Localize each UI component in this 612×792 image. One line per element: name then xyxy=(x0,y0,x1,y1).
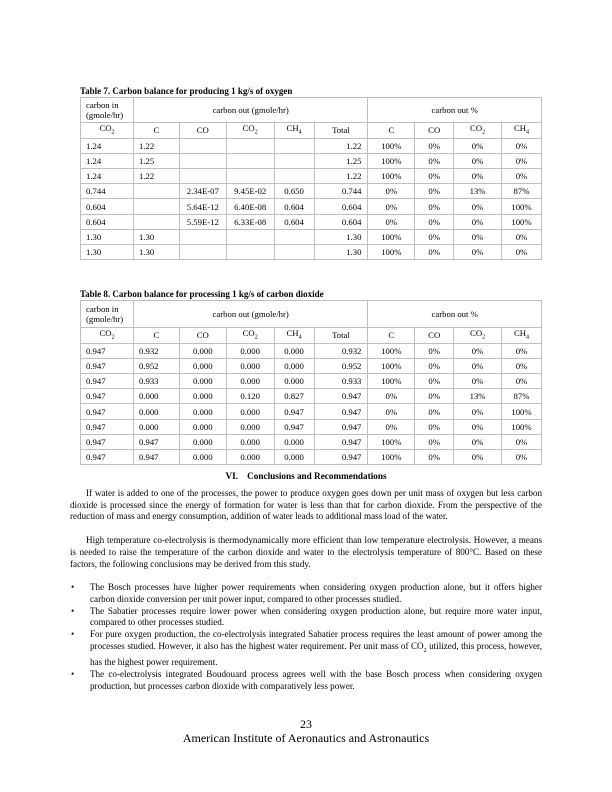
table-cell: 1.24 xyxy=(81,169,134,184)
column-header: $CH_4$ xyxy=(274,123,314,139)
table-cell: 0.827 xyxy=(274,389,314,404)
table-cell xyxy=(226,169,274,184)
table-cell: 0.947 xyxy=(314,389,368,404)
table-cell: 0.000 xyxy=(226,358,274,373)
table-cell: 0% xyxy=(454,229,502,244)
paragraph-water-addition: If water is added to one of the processes, the power to produce oxygen goes down per unit mass of oxygen but less carbon dioxide is processed since the energy of formation for water is less than that for carbon dioxide. From the perspective of the reduction of mass and energy consumption, addition of water leads to additional mass load of the water. xyxy=(70,488,542,522)
table-cell: 0.947 xyxy=(81,419,134,434)
table-cell: 0% xyxy=(415,138,454,153)
header-carbon-out: carbon out (gmole/hr) xyxy=(133,301,367,328)
table-cell: 5.59E-12 xyxy=(179,214,226,229)
table-cell: 1.22 xyxy=(133,169,179,184)
table-cell xyxy=(179,245,226,260)
table-cell: 100% xyxy=(368,434,415,449)
header-carbon-in: carbon in (gmole/hr) xyxy=(81,301,134,328)
table-cell: 0.947 xyxy=(81,404,134,419)
table-cell: 0% xyxy=(415,153,454,168)
table-cell: 0.947 xyxy=(314,419,368,434)
table-cell: 0% xyxy=(502,343,542,358)
table-7-caption: Table 7. Carbon balance for producing 1 kg/s of oxygen xyxy=(80,86,293,96)
table-cell: 0% xyxy=(454,374,502,389)
table-cell: 0% xyxy=(368,404,415,419)
column-header: CO xyxy=(415,328,454,344)
table-cell: 1.30 xyxy=(81,245,134,260)
table-cell: 0.947 xyxy=(314,450,368,465)
section-heading: VI. Conclusions and Recommendations xyxy=(225,471,387,481)
table-cell: 0% xyxy=(454,245,502,260)
table-cell: 100% xyxy=(502,419,542,434)
table-cell: 100% xyxy=(368,343,415,358)
bullet-icon: • xyxy=(71,582,75,593)
table-cell xyxy=(274,229,314,244)
table-row xyxy=(81,229,542,244)
table-cell: 0.000 xyxy=(226,374,274,389)
table-cell: 0% xyxy=(368,389,415,404)
table-cell: 0% xyxy=(454,153,502,168)
table-cell: 13% xyxy=(454,184,502,199)
table-cell: 0% xyxy=(502,245,542,260)
column-header: CO xyxy=(415,123,454,139)
column-header: $CH_4$ xyxy=(502,328,542,344)
table-cell xyxy=(274,138,314,153)
table-8-caption: Table 8. Carbon balance for processing 1 kg/s of carbon dioxide xyxy=(80,289,324,299)
table-cell: 0.933 xyxy=(314,374,368,389)
table-cell: 0.947 xyxy=(81,389,134,404)
header-carbon-out-percent: carbon out % xyxy=(368,301,542,328)
table-cell: 1.30 xyxy=(81,229,134,244)
table-cell: 0% xyxy=(454,343,502,358)
list-item: • The Bosch processes have higher power requirements when considering oxygen production alone, but it offers higher carbon dioxide conversion per unit power input, compared to other processes studied. xyxy=(71,582,542,604)
table-row xyxy=(81,214,542,229)
paragraph-co-electrolysis: High temperature co-electrolysis is thermodynamically more efficient than low temperature electrolysis. However, a means is needed to raise the temperature of the carbon dioxide and water to the electrolysis temperature of 800°C. Based on these factors, the following conclusions may be derived from this study. xyxy=(70,535,542,569)
table-cell: 0.000 xyxy=(226,419,274,434)
table-cell: 100% xyxy=(502,199,542,214)
table-cell xyxy=(179,229,226,244)
table-row xyxy=(81,184,542,199)
table-row xyxy=(81,450,542,465)
section-body xyxy=(70,488,542,692)
table-cell: 0.932 xyxy=(133,343,179,358)
table-cell: 87% xyxy=(502,389,542,404)
table-cell: 0.000 xyxy=(179,404,226,419)
column-header: $CO_2$ xyxy=(81,123,134,139)
table-cell: 100% xyxy=(368,450,415,465)
table-cell xyxy=(179,138,226,153)
table-cell: 1.25 xyxy=(133,153,179,168)
table-row xyxy=(81,245,542,260)
table-cell: 0% xyxy=(415,214,454,229)
header-carbon-out-percent: carbon out % xyxy=(368,98,542,123)
table-row xyxy=(81,389,542,404)
table-8 xyxy=(80,300,542,465)
table-row xyxy=(81,419,542,434)
table-cell xyxy=(226,138,274,153)
table-cell: 0% xyxy=(502,153,542,168)
table-cell: 0% xyxy=(415,169,454,184)
bullet-icon: • xyxy=(71,668,75,679)
table-row xyxy=(81,358,542,373)
table-cell: 100% xyxy=(368,374,415,389)
table-cell: 6.40E-08 xyxy=(226,199,274,214)
table-cell: 0.947 xyxy=(314,434,368,449)
table-cell: 0.000 xyxy=(274,358,314,373)
table-cell: 0.952 xyxy=(314,358,368,373)
table-cell: 6.33E-08 xyxy=(226,214,274,229)
table-cell xyxy=(133,199,179,214)
table-cell: 0.947 xyxy=(81,358,134,373)
table-cell: 0% xyxy=(415,404,454,419)
table-cell: 0% xyxy=(368,419,415,434)
table-cell: 0.000 xyxy=(179,343,226,358)
table-row xyxy=(81,169,542,184)
table-cell xyxy=(274,153,314,168)
table-cell: 0.604 xyxy=(314,199,368,214)
table-cell: 1.22 xyxy=(314,138,368,153)
table-cell xyxy=(226,245,274,260)
table-cell: 0.947 xyxy=(274,404,314,419)
table-cell: 0% xyxy=(415,184,454,199)
header-carbon-out: carbon out (gmole/hr) xyxy=(133,98,367,123)
list-item: • The Sabatier processes require lower power when considering oxygen production alone, but require more water input, compared to other processes studied. xyxy=(71,605,542,628)
table-cell: 0.947 xyxy=(133,434,179,449)
table-cell: 0.000 xyxy=(179,389,226,404)
table-cell: 1.25 xyxy=(314,153,368,168)
table-cell: 0.947 xyxy=(81,374,134,389)
list-item: • The co-electrolysis integrated Boudouard process agrees well with the base Bosch process when considering oxygen production, but processes carbon dioxide with comparatively less power. xyxy=(71,668,542,691)
table-cell: 1.30 xyxy=(314,229,368,244)
table-cell: 9.45E-02 xyxy=(226,184,274,199)
table-cell: 0.604 xyxy=(81,214,134,229)
table-row xyxy=(81,434,542,449)
table-cell: 0% xyxy=(454,434,502,449)
table-cell: 0% xyxy=(454,450,502,465)
table-cell: 100% xyxy=(502,404,542,419)
table-cell: 0% xyxy=(502,229,542,244)
header-carbon-in: carbon in (gmole/hr) xyxy=(81,98,134,123)
table-cell: 0% xyxy=(415,343,454,358)
column-header: C xyxy=(133,328,179,344)
table-cell: 1.22 xyxy=(314,169,368,184)
table-cell: 0.000 xyxy=(226,450,274,465)
table-cell: 0.000 xyxy=(226,343,274,358)
table-cell: 0% xyxy=(454,358,502,373)
table-cell: 0.604 xyxy=(274,214,314,229)
table-cell: 0.604 xyxy=(314,214,368,229)
table-cell: 0.604 xyxy=(274,199,314,214)
column-header: C xyxy=(368,328,415,344)
table-cell: 0.952 xyxy=(133,358,179,373)
table-cell: 0% xyxy=(454,199,502,214)
table-cell xyxy=(133,214,179,229)
table-cell: 0.000 xyxy=(226,434,274,449)
table-cell: 0.947 xyxy=(81,343,134,358)
table-cell: 0% xyxy=(454,404,502,419)
column-header: $CO_2$ xyxy=(81,328,134,344)
table-cell: 0.000 xyxy=(133,389,179,404)
table-cell: 0% xyxy=(415,199,454,214)
table-cell: 0% xyxy=(502,169,542,184)
table-cell: 0% xyxy=(502,450,542,465)
table-cell: 0% xyxy=(502,374,542,389)
table-row xyxy=(81,404,542,419)
table-cell: 0% xyxy=(502,138,542,153)
column-header: $CO_2$ xyxy=(454,123,502,139)
table-cell: 0.000 xyxy=(274,434,314,449)
table-cell: 0.000 xyxy=(179,419,226,434)
column-header: CO xyxy=(179,328,226,344)
table-row xyxy=(81,199,542,214)
table-7 xyxy=(80,97,542,260)
table-cell xyxy=(179,169,226,184)
table-cell: 0% xyxy=(454,169,502,184)
table-cell: 1.30 xyxy=(133,229,179,244)
table-cell: 100% xyxy=(368,358,415,373)
table-cell: 0.947 xyxy=(274,419,314,434)
table-cell: 0.000 xyxy=(226,404,274,419)
table-cell: 0.604 xyxy=(81,199,134,214)
table-row xyxy=(81,153,542,168)
table-cell: 0% xyxy=(415,419,454,434)
table-cell: 0.932 xyxy=(314,343,368,358)
table-cell: 0% xyxy=(502,434,542,449)
table-cell: 0% xyxy=(415,358,454,373)
table-cell: 1.24 xyxy=(81,138,134,153)
bullet-icon: • xyxy=(71,629,75,640)
table-cell: 0% xyxy=(415,434,454,449)
table-cell: 0% xyxy=(454,419,502,434)
table-cell: 100% xyxy=(368,229,415,244)
table-cell: 0.000 xyxy=(179,450,226,465)
table-cell: 0% xyxy=(454,138,502,153)
column-header: $CO_2$ xyxy=(226,328,274,344)
table-cell: 0% xyxy=(368,199,415,214)
table-cell: 0.000 xyxy=(274,374,314,389)
table-cell: 1.22 xyxy=(133,138,179,153)
table-cell: 0% xyxy=(415,374,454,389)
table-cell: 0.000 xyxy=(179,434,226,449)
column-header: $CO_2$ xyxy=(454,328,502,344)
table-cell: 2.34E-07 xyxy=(179,184,226,199)
conclusions-list xyxy=(70,582,542,692)
column-header: $CH_4$ xyxy=(274,328,314,344)
table-cell: 0.947 xyxy=(81,434,134,449)
table-cell: 0.744 xyxy=(81,184,134,199)
table-cell: 0.947 xyxy=(314,404,368,419)
table-cell: 1.30 xyxy=(314,245,368,260)
table-cell xyxy=(274,169,314,184)
table-cell: 1.30 xyxy=(133,245,179,260)
table-cell: 5.64E-12 xyxy=(179,199,226,214)
bullet-icon: • xyxy=(71,605,75,616)
table-cell: 0% xyxy=(415,245,454,260)
table-cell: 100% xyxy=(368,138,415,153)
column-header: Total xyxy=(314,123,368,139)
table-cell: 0.000 xyxy=(274,450,314,465)
table-cell: 0% xyxy=(368,214,415,229)
column-header: C xyxy=(368,123,415,139)
table-row xyxy=(81,374,542,389)
table-cell: 0% xyxy=(502,358,542,373)
footer-organization: American Institute of Aeronautics and Astronautics xyxy=(182,731,430,745)
table-cell: 0.933 xyxy=(133,374,179,389)
list-item: • For pure oxygen production, the co-electrolysis integrated Sabatier process requires the least amount of power among the processes studied. However, it also has the highest water requirement. Per unit mass of $CO_2$ utilized, this process, however, has the highest power requirement. xyxy=(71,629,542,668)
table-cell xyxy=(133,184,179,199)
table-cell: 0.000 xyxy=(133,419,179,434)
table-cell: 0.000 xyxy=(133,404,179,419)
table-cell: 0.650 xyxy=(274,184,314,199)
table-cell: 100% xyxy=(368,169,415,184)
column-header: CO xyxy=(179,123,226,139)
column-header: $CO_2$ xyxy=(226,123,274,139)
table-cell: 0.947 xyxy=(81,450,134,465)
table-cell: 0% xyxy=(454,214,502,229)
table-cell: 0% xyxy=(368,184,415,199)
column-header: C xyxy=(133,123,179,139)
table-cell: 100% xyxy=(368,153,415,168)
table-cell: 0% xyxy=(415,229,454,244)
table-cell: 0.000 xyxy=(179,358,226,373)
column-header: Total xyxy=(314,328,368,344)
column-header: $CH_4$ xyxy=(502,123,542,139)
table-cell: 1.24 xyxy=(81,153,134,168)
table-cell: 100% xyxy=(368,245,415,260)
table-cell xyxy=(226,229,274,244)
table-cell: 100% xyxy=(502,214,542,229)
table-cell: 0.744 xyxy=(314,184,368,199)
table-cell xyxy=(226,153,274,168)
table-cell: 13% xyxy=(454,389,502,404)
table-cell xyxy=(179,153,226,168)
table-cell: 87% xyxy=(502,184,542,199)
table-cell: 0% xyxy=(415,450,454,465)
table-row xyxy=(81,138,542,153)
table-cell: 0.000 xyxy=(274,343,314,358)
table-row xyxy=(81,343,542,358)
table-cell: 0% xyxy=(415,389,454,404)
page-number: 23 xyxy=(300,717,312,731)
table-cell: 0.120 xyxy=(226,389,274,404)
table-cell xyxy=(274,245,314,260)
table-cell: 0.947 xyxy=(133,450,179,465)
table-cell: 0.000 xyxy=(179,374,226,389)
